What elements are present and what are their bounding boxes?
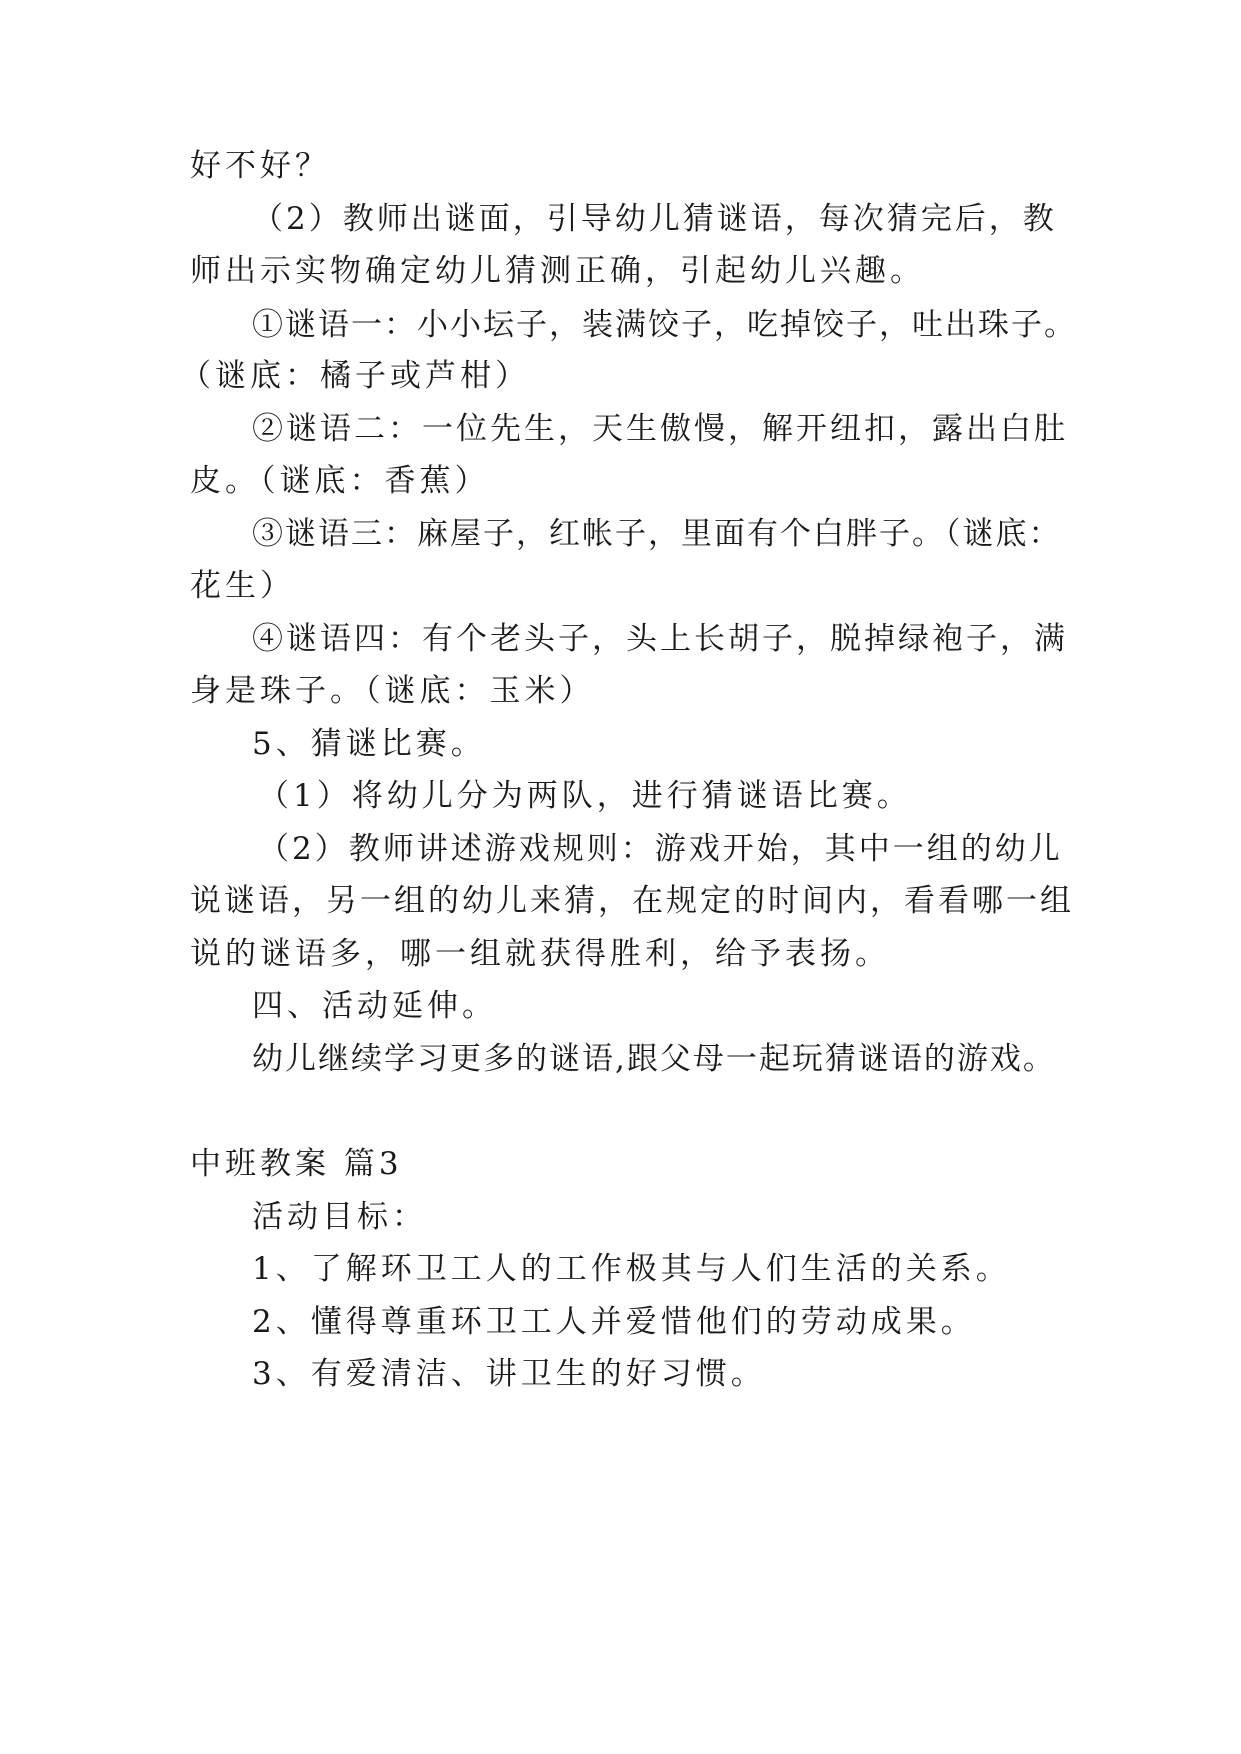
paragraph-line: ②谜语二：一位先生，天生傲慢，解开纽扣，露出白肚 — [252, 411, 1068, 447]
paragraph-line: 说的谜语多，哪一组就获得胜利，给予表扬。 — [190, 936, 890, 972]
paragraph-line: （1）将幼儿分为两队，进行猜谜语比赛。 — [258, 778, 912, 814]
paragraph-line: 幼儿继续学习更多的谜语,跟父母一起玩猜谜语的游戏。 — [252, 1041, 1056, 1077]
paragraph-line: （2）教师出谜面，引导幼儿猜谜语，每次猜完后，教 — [252, 201, 1057, 237]
subsection-heading: 活动目标： — [252, 1199, 427, 1235]
paragraph-line: 花生） — [190, 568, 295, 604]
paragraph-line: 身是珠子。（谜底：玉米） — [190, 673, 595, 709]
paragraph-line: ①谜语一：小小坛子，装满饺子，吃掉饺子，吐出珠子。 — [252, 307, 1077, 343]
section-title: 中班教案 篇3 — [190, 1146, 403, 1182]
paragraph-line: （2）教师讲述游戏规则：游戏开始，其中一组的幼儿 — [258, 831, 1063, 867]
paragraph-line: ③谜语三：麻屋子，红帐子，里面有个白胖子。（谜底： — [252, 516, 1062, 552]
section-heading: 5、猜谜比赛。 — [252, 726, 486, 762]
paragraph-line: ④谜语四：有个老头子，头上长胡子，脱掉绿袍子，满 — [252, 621, 1068, 657]
paragraph-line: 好不好？ — [190, 148, 330, 184]
paragraph-line: 师出示实物确定幼儿猜测正确，引起幼儿兴趣。 — [190, 253, 925, 289]
section-heading: 四、活动延伸。 — [252, 988, 497, 1024]
list-item: 2、懂得尊重环卫工人并爱惜他们的劳动成果。 — [252, 1304, 976, 1340]
paragraph-line: （谜底：橘子或芦柑） — [180, 358, 530, 394]
list-item: 1、了解环卫工人的工作极其与人们生活的关系。 — [252, 1251, 1011, 1287]
paragraph-line: 皮。（谜底：香蕉） — [190, 463, 490, 499]
list-item: 3、有爱清洁、讲卫生的好习惯。 — [252, 1356, 766, 1392]
paragraph-line: 说谜语，另一组的幼儿来猜，在规定的时间内，看看哪一组 — [190, 883, 1074, 919]
